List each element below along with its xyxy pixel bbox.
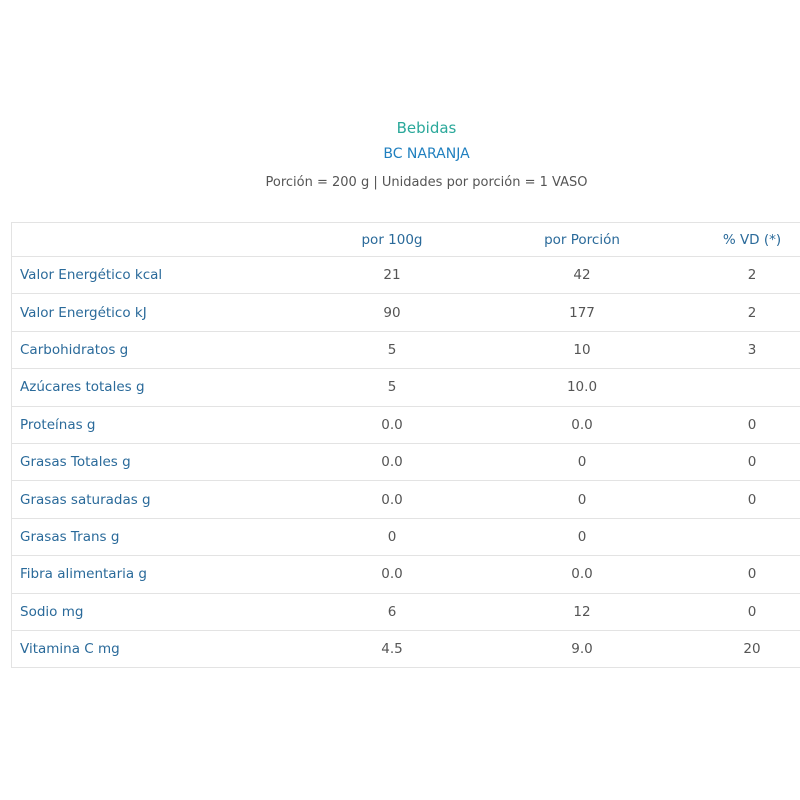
nutrient-name: Fibra alimentaria g xyxy=(20,566,148,583)
category-title: Bebidas xyxy=(396,119,457,137)
table-row xyxy=(12,594,800,631)
value-vd xyxy=(702,519,800,555)
table-row xyxy=(12,444,800,481)
nutrient-name: Valor Energético kcal xyxy=(20,267,163,284)
nutrient-name: Valor Energético kJ xyxy=(20,304,147,321)
value-per100g: 5 xyxy=(387,341,397,358)
value-per-portion: 0 xyxy=(577,528,587,545)
value-vd xyxy=(702,369,800,405)
product-title: BC NARANJA xyxy=(383,146,470,162)
table-row xyxy=(12,631,800,668)
column-header-per-portion: por Porción xyxy=(544,231,620,248)
value-vd: 0 xyxy=(747,603,757,620)
value-vd: 0 xyxy=(747,454,757,471)
value-per-portion: 0 xyxy=(577,454,587,471)
nutrition-table xyxy=(11,222,800,668)
value-per100g: 0 xyxy=(387,528,397,545)
nutrient-name: Proteínas g xyxy=(20,416,96,433)
value-per100g: 4.5 xyxy=(381,641,403,658)
nutrient-name: Vitamina C mg xyxy=(20,641,120,658)
table-row xyxy=(12,332,800,369)
value-per100g: 5 xyxy=(387,379,397,396)
nutrient-name: Grasas Totales g xyxy=(20,454,131,471)
value-per100g: 0.0 xyxy=(381,454,403,471)
table-row xyxy=(12,481,800,518)
value-vd: 0 xyxy=(747,491,757,508)
table-row xyxy=(12,369,800,406)
value-per100g: 21 xyxy=(383,267,401,284)
value-per-portion: 10 xyxy=(573,341,591,358)
nutrient-name: Grasas Trans g xyxy=(20,528,120,545)
table-row xyxy=(12,294,800,331)
value-per-portion: 0 xyxy=(577,491,587,508)
value-per-portion: 10.0 xyxy=(566,379,598,396)
value-per-portion: 0.0 xyxy=(571,416,593,433)
value-per-portion: 9.0 xyxy=(571,641,593,658)
nutrient-name: Grasas saturadas g xyxy=(20,491,151,508)
value-vd: 2 xyxy=(747,304,757,321)
value-per-portion: 42 xyxy=(573,267,591,284)
table-row xyxy=(12,519,800,556)
column-header-per100g: por 100g xyxy=(361,231,423,248)
value-vd: 0 xyxy=(747,416,757,433)
table-row xyxy=(12,407,800,444)
nutrient-name: Azúcares totales g xyxy=(20,379,145,396)
value-vd: 3 xyxy=(747,341,757,358)
nutrient-name: Carbohidratos g xyxy=(20,341,129,358)
value-per100g: 0.0 xyxy=(381,416,403,433)
value-per-portion: 0.0 xyxy=(571,566,593,583)
value-per-portion: 177 xyxy=(569,304,595,321)
value-per100g: 90 xyxy=(383,304,401,321)
portion-info: Porción = 200 g | Unidades por porción = 1 VASO xyxy=(265,175,588,190)
column-header-vd: % VD (*) xyxy=(722,231,782,248)
value-per100g: 6 xyxy=(387,603,397,620)
value-per100g: 0.0 xyxy=(381,566,403,583)
nutrient-name: Sodio mg xyxy=(20,603,84,620)
table-row xyxy=(12,556,800,593)
value-per100g: 0.0 xyxy=(381,491,403,508)
value-vd: 0 xyxy=(747,566,757,583)
table-header-row xyxy=(12,223,800,257)
value-vd: 2 xyxy=(747,267,757,284)
value-vd: 20 xyxy=(743,641,761,658)
table-row xyxy=(12,257,800,294)
value-per-portion: 12 xyxy=(573,603,591,620)
